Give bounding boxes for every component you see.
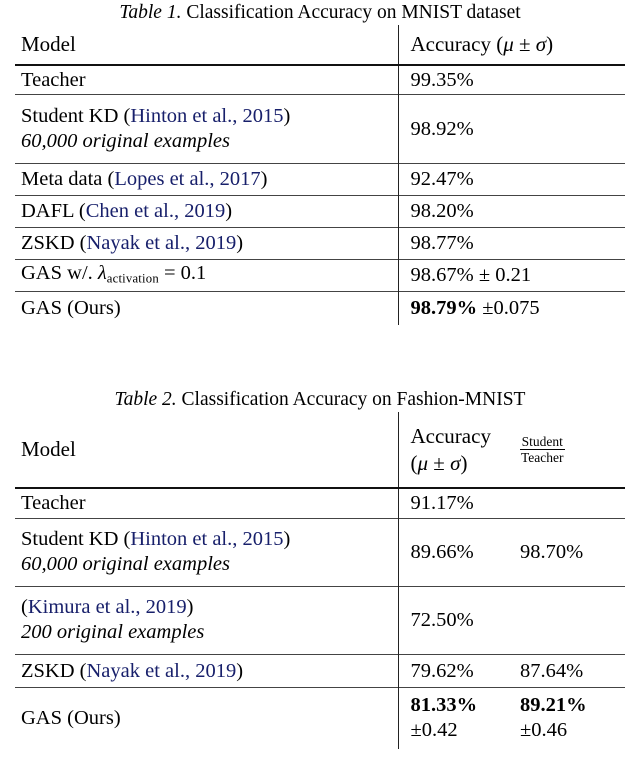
table-row [15, 259, 625, 292]
ratio-std: ±0.46 [520, 719, 568, 742]
table-1-row-1-model-main: Student KD ( [21, 104, 131, 127]
table-1-row-3-accuracy: 98.20% [398, 195, 625, 227]
table-1 [15, 25, 625, 325]
citation-link[interactable]: Chen et al., 2019 [85, 200, 226, 222]
table-1-row-4-model-main: ZSKD ( [21, 232, 87, 254]
table-2-row-1-model-tail: ) [283, 528, 291, 550]
citation-link[interactable]: Lopes et al., 2017 [114, 168, 261, 190]
table-1-caption [0, 0, 640, 25]
table-2-caption-label: Table 2. [114, 389, 177, 410]
table-2-row-0-accuracy: 91.17% [398, 488, 520, 518]
table-2 [15, 412, 625, 749]
ratio-value: 89.21% [520, 694, 587, 717]
table-2-row-1-accuracy: 89.66% [398, 518, 520, 586]
citation-link[interactable]: Hinton et al., 2015 [130, 528, 284, 550]
table-1-row-4-model-tail: ) [236, 232, 244, 254]
table-1-row-6-model: GAS (Ours) [21, 297, 121, 320]
table-1-row-5-model [15, 259, 398, 292]
table-1-row-3-model-main: DAFL ( [21, 200, 86, 222]
citation-link[interactable]: Nayak et al., 2019 [86, 232, 237, 254]
table-2-row-1-model-sub: 60,000 original examples [21, 553, 230, 575]
accuracy-std: ±0.42 [410, 719, 458, 742]
table-2-caption-text: Classification Accuracy on Fashion-MNIST [176, 389, 526, 410]
citation-link[interactable]: Hinton et al., 2015 [130, 104, 284, 127]
table-1-row-5-accuracy [398, 259, 625, 292]
accuracy-std: ±0.075 [482, 297, 540, 320]
student-teacher-fraction [520, 434, 565, 465]
table-row [15, 687, 625, 749]
table-row [15, 518, 625, 586]
accuracy-value: 98.79% [410, 297, 478, 320]
table-2-row-2-model [15, 586, 398, 654]
table-2-row-2-model-main: ( [21, 596, 28, 618]
table-1-row-3-model [15, 195, 398, 227]
table-row [15, 654, 625, 687]
table-2-row-3-accuracy: 79.62% [398, 654, 520, 687]
table-1-row-2-accuracy: 92.47% [398, 163, 625, 195]
accuracy-value: 81.33% [410, 694, 478, 717]
table-1-row-1-model [15, 94, 398, 163]
table-1-header-row [15, 25, 625, 65]
table-1-row-4-accuracy: 98.77% [398, 227, 625, 259]
table-row [15, 65, 625, 94]
table-1-row-4-model [15, 227, 398, 259]
table-2-row-3-model-main: ZSKD ( [21, 659, 87, 682]
accuracy-value: 98.67% [410, 264, 474, 287]
table-2-row-1-model [15, 518, 398, 586]
table-2-row-2-ratio [520, 586, 625, 654]
table-1-row-3-model-tail: ) [225, 200, 233, 222]
table-1-header-accuracy: Accuracy (μ ± σ) [398, 25, 625, 65]
table-1-row-1-model-sub: 60,000 original examples [21, 129, 230, 152]
table-2-row-3-model [15, 654, 398, 687]
table-1-row-1-accuracy: 98.92% [398, 94, 625, 163]
table-1-row-6-accuracy [398, 292, 625, 325]
table-2-header-accuracy-line1: Accuracy [410, 423, 491, 448]
lambda-value: = 0.1 [158, 261, 207, 284]
lambda-symbol: λ [97, 261, 107, 284]
table-2-row-3-ratio: 87.64% [520, 659, 584, 682]
table-2-row-1-ratio: 98.70% [520, 541, 584, 563]
table-row [15, 488, 625, 518]
table-2-row-1-model-main: Student KD ( [21, 528, 131, 550]
table-2-row-4-ratio [520, 687, 625, 749]
table-2-header-ratio [520, 412, 625, 488]
table-2-row-4-model: GAS (Ours) [21, 707, 121, 730]
table-1-caption-label: Table 1. [119, 2, 182, 23]
table-1-caption-text: Classification Accuracy on MNIST dataset [181, 2, 521, 23]
table-2-row-2-model-tail: ) [186, 596, 194, 618]
table-2-row-2-model-sub: 200 original examples [21, 621, 205, 643]
table-1-block [0, 0, 640, 325]
table-1-row-0-accuracy: 99.35% [398, 65, 625, 94]
citation-link[interactable]: Nayak et al., 2019 [86, 659, 237, 682]
table-2-row-3-model-tail: ) [236, 659, 244, 682]
citation-link[interactable]: Kimura et al., 2019 [27, 596, 187, 618]
table-row [15, 586, 625, 654]
table-2-row-0-model: Teacher [21, 492, 86, 515]
table-row [15, 292, 625, 325]
table-1-row-2-model-tail: ) [260, 168, 268, 190]
fraction-denominator: Teacher [521, 450, 564, 465]
table-1-row-2-model-main: Meta data ( [21, 168, 115, 190]
table-1-row-2-model [15, 163, 398, 195]
table-row [15, 195, 625, 227]
table-2-caption [0, 386, 640, 412]
table-2-row-0-ratio [520, 488, 625, 518]
table-2-row-4-accuracy [398, 687, 520, 749]
fraction-numerator: Student [521, 434, 563, 449]
table-row [15, 94, 625, 163]
table-1-row-1-model-tail: ) [283, 104, 291, 127]
table-1-row-0-model: Teacher [21, 68, 86, 91]
table-2-header-accuracy: Accuracy (μ ± σ) [398, 412, 520, 488]
lambda-subscript: activation [106, 271, 159, 286]
table-2-header-model: Model [21, 437, 76, 461]
table-row [15, 163, 625, 195]
accuracy-std: ± 0.21 [478, 264, 532, 287]
table-1-header-model: Model [21, 32, 76, 56]
table-2-header-row [15, 412, 625, 488]
table-1-row-5-model-main: GAS w/. [21, 261, 98, 284]
table-2-row-2-accuracy: 72.50% [398, 586, 520, 654]
table-2-block [0, 386, 640, 749]
table-row [15, 227, 625, 259]
